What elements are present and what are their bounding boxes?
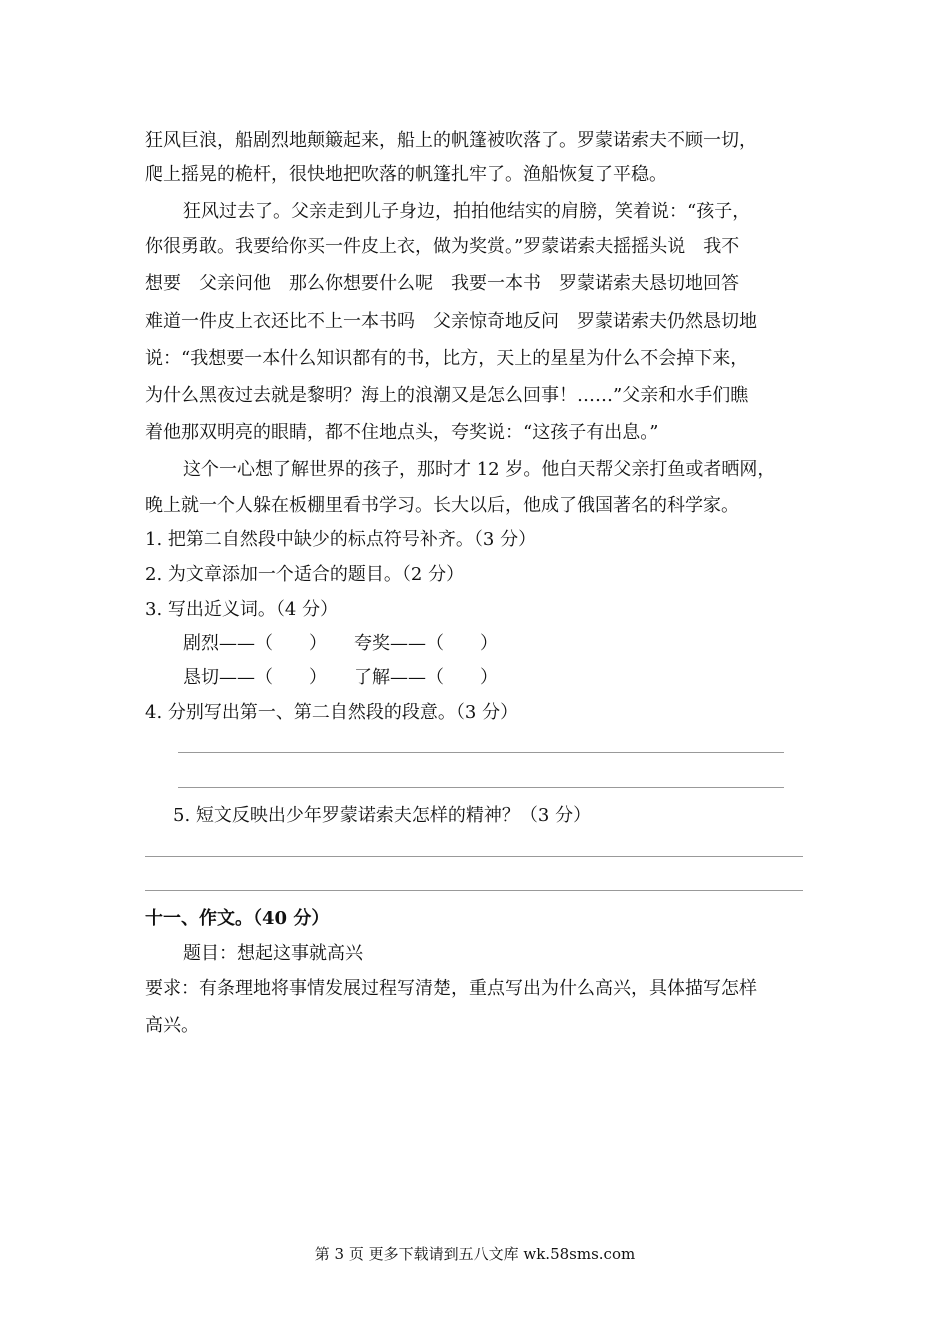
question-3: 3. 写出近义词。（4 分） xyxy=(145,599,339,620)
question-3-synonyms-row-2: 恳切——（ ） 了解——（ ） xyxy=(183,667,498,688)
passage-p2-line-2: 你很勇敢。我要给你买一件皮上衣，做为奖赏。”罗蒙诺索夫摇摇头说 我不 xyxy=(145,236,740,257)
composition-requirement-line-2: 高兴。 xyxy=(145,1015,199,1036)
passage-p2-line-7: 着他那双明亮的眼睛，都不住地点头，夸奖说：“这孩子有出息。” xyxy=(145,422,659,443)
answer-line-q4-1 xyxy=(178,752,784,753)
passage-p2-line-5: 说：“我想要一本什么知识都有的书，比方，天上的星星为什么不会掉下来， xyxy=(145,348,749,369)
question-1: 1. 把第二自然段中缺少的标点符号补齐。（3 分） xyxy=(145,529,537,550)
question-2: 2. 为文章添加一个适合的题目。（2 分） xyxy=(145,564,465,585)
passage-p3-line-1: 这个一心想了解世界的孩子，那时才 12 岁。他白天帮父亲打鱼或者晒网， xyxy=(183,459,776,480)
passage-p1-line-2: 爬上摇晃的桅杆，很快地把吹落的帆篷扎牢了。渔船恢复了平稳。 xyxy=(145,164,667,185)
answer-line-q5-2 xyxy=(145,890,803,891)
question-5: 5. 短文反映出少年罗蒙诺索夫怎样的精神？（3 分） xyxy=(173,805,592,826)
passage-p2-line-3: 想要 父亲问他 那么你想要什么呢 我要一本书 罗蒙诺索夫恳切地回答 xyxy=(145,273,739,294)
passage-p1-line-1: 狂风巨浪，船剧烈地颠簸起来，船上的帆篷被吹落了。罗蒙诺索夫不顾一切， xyxy=(145,130,757,151)
passage-p2-line-1: 狂风过去了。父亲走到儿子身边，拍拍他结实的肩膀，笑着说：“孩子， xyxy=(183,201,751,222)
composition-requirement-line-1: 要求：有条理地将事情发展过程写清楚，重点写出为什么高兴，具体描写怎样 xyxy=(145,978,757,999)
question-4: 4. 分别写出第一、第二自然段的段意。（3 分） xyxy=(145,702,519,723)
composition-heading: 十一、作文。（40 分） xyxy=(145,908,330,929)
passage-p3-line-2: 晚上就一个人躲在板棚里看书学习。长大以后，他成了俄国著名的科学家。 xyxy=(145,495,739,516)
passage-p2-line-4: 难道一件皮上衣还比不上一本书吗 父亲惊奇地反问 罗蒙诺索夫仍然恳切地 xyxy=(145,311,757,332)
passage-p2-line-6: 为什么黑夜过去就是黎明？海上的浪潮又是怎么回事！……”父亲和水手们瞧 xyxy=(145,385,749,406)
composition-topic: 题目：想起这事就高兴 xyxy=(183,943,363,964)
answer-line-q4-2 xyxy=(178,787,784,788)
page-footer: 第 3 页 更多下载请到五八文库 wk.58sms.com xyxy=(314,1245,636,1263)
answer-line-q5-1 xyxy=(145,856,803,857)
question-3-synonyms-row-1: 剧烈——（ ） 夸奖——（ ） xyxy=(183,633,498,654)
